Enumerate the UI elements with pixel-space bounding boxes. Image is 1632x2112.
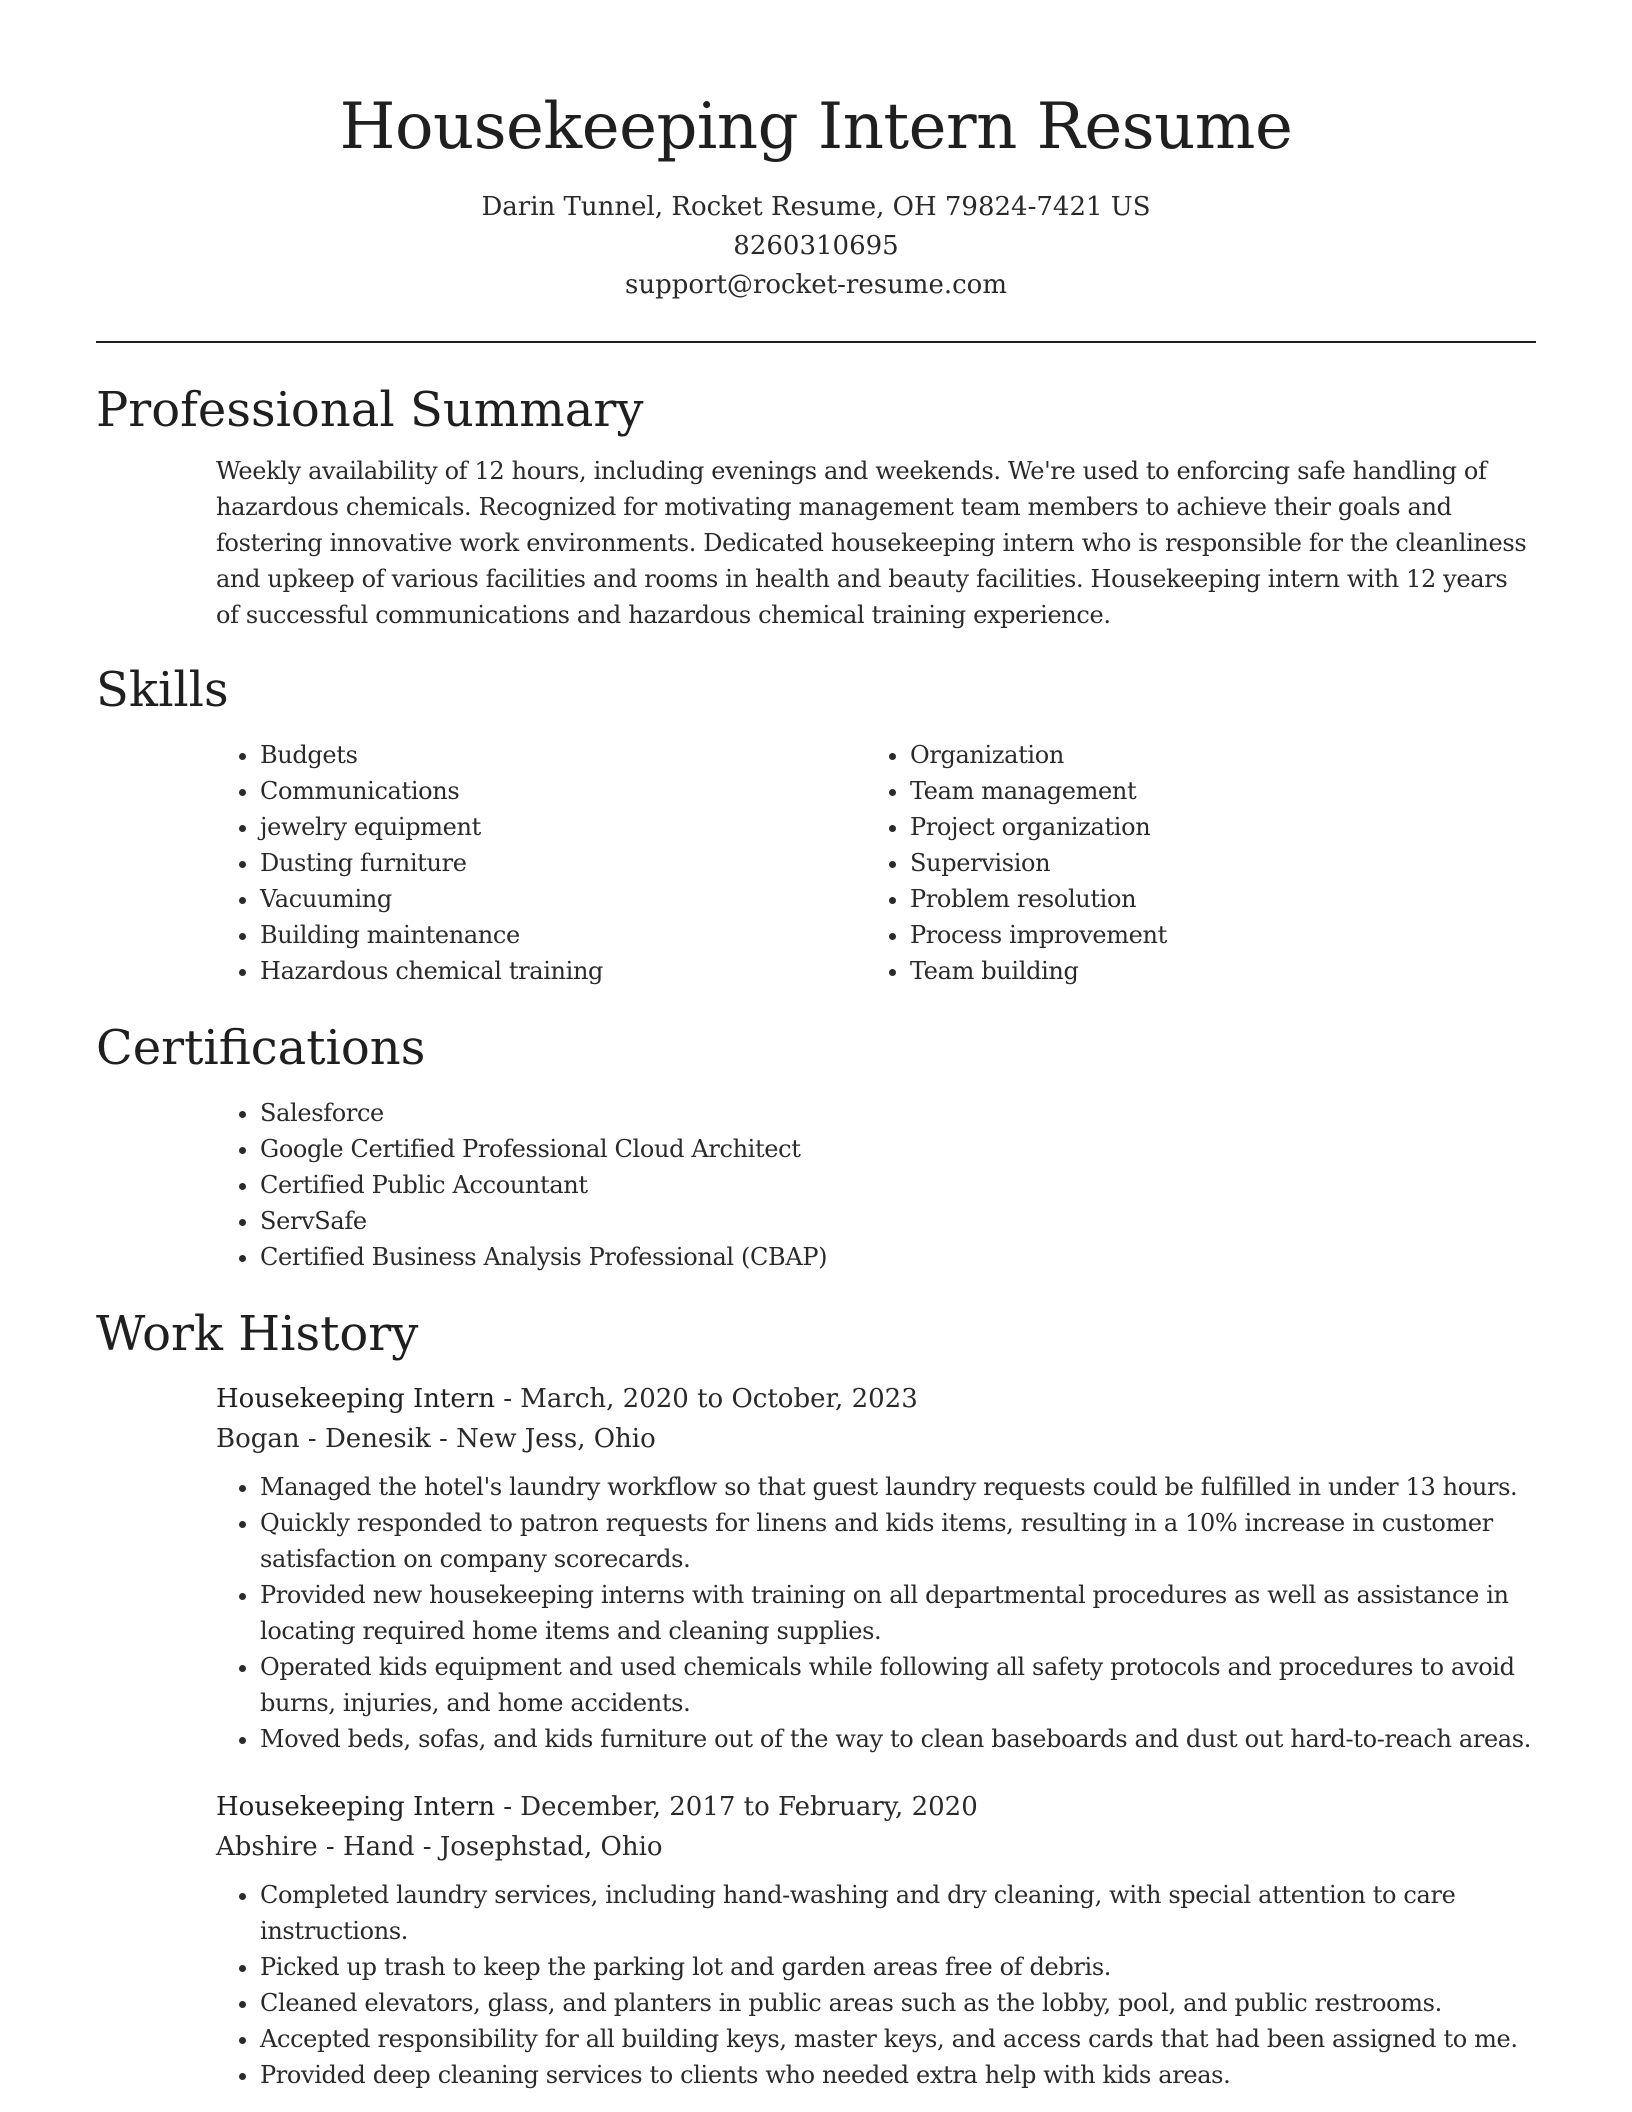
- job-role: Housekeeping Intern: [216, 1384, 495, 1414]
- contact-email: support@rocket-resume.com: [624, 270, 1007, 300]
- contact-phone: 8260310695: [733, 231, 899, 261]
- header-divider: [96, 341, 1536, 343]
- resume-header: [96, 0, 1536, 305]
- skills-column-right: [866, 737, 1516, 989]
- list-item: • jewelry equipment: [260, 809, 866, 845]
- resume-page: [96, 0, 1536, 2112]
- job-location: - New Jess, Ohio: [430, 1424, 656, 1454]
- work-history-heading: Work History: [96, 1306, 419, 1362]
- work-history-section: [96, 1301, 1536, 2093]
- summary-body: [216, 453, 1536, 633]
- job-title-line: [216, 1787, 1536, 1827]
- summary-section: [96, 377, 1536, 633]
- certifications-body: [216, 1095, 1536, 1275]
- certifications-heading: Certifications: [96, 1020, 426, 1076]
- list-item: • Dusting furniture: [260, 845, 866, 881]
- list-item: • Problem resolution: [910, 881, 1516, 917]
- skills-heading: Skills: [96, 662, 229, 718]
- list-item: • Certified Business Analysis Professional (CBAP): [260, 1239, 1536, 1275]
- job-role: Housekeeping Intern: [216, 1792, 495, 1822]
- job-bullets: [216, 1877, 1536, 2093]
- job-entry: [216, 1379, 1536, 1757]
- contact-address: Darin Tunnel, Rocket Resume, OH 79824-7421 US: [481, 192, 1151, 222]
- skills-columns: [216, 737, 1536, 989]
- list-item: • Budgets: [260, 737, 866, 773]
- list-item: • Provided new housekeeping interns with training on all departmental procedures as well as assistance in locating required home items and cleaning supplies.: [260, 1577, 1536, 1649]
- list-item: • Supervision: [910, 845, 1516, 881]
- contact-block: [96, 188, 1536, 305]
- job-bullets: [216, 1469, 1536, 1757]
- skills-list-left: [216, 737, 866, 989]
- job-dates: - March, 2020 to October, 2023: [494, 1384, 918, 1414]
- resume-title: Housekeeping Intern Resume: [339, 90, 1293, 164]
- list-item: • Project organization: [910, 809, 1516, 845]
- job-company: Abshire - Hand: [216, 1832, 415, 1862]
- skills-column-left: [216, 737, 866, 989]
- skills-section: [96, 657, 1536, 989]
- summary-text: Weekly availability of 12 hours, including evenings and weekends. We're used to enforcing safe handling of hazardous chemicals. Recognized for motivating management team members to achieve their goals and fostering innovative work environments. Dedicated housekeeping intern who is responsible for the cleanliness and upkeep of various facilities and rooms in health and beauty facilities. Housekeeping intern with 12 years of successful communications and hazardous chemical training experience.: [216, 457, 1527, 629]
- certifications-list: [216, 1095, 1536, 1275]
- job-entry: [216, 1787, 1536, 2093]
- list-item: • Moved beds, sofas, and kids furniture out of the way to clean baseboards and dust out hard-to-reach areas.: [260, 1721, 1536, 1757]
- job-title-line: [216, 1379, 1536, 1419]
- job-company-line: [216, 1827, 1536, 1867]
- list-item: • Operated kids equipment and used chemicals while following all safety protocols and procedures to avoid burns, injuries, and home accidents.: [260, 1649, 1536, 1721]
- list-item: • Process improvement: [910, 917, 1516, 953]
- list-item: • Google Certified Professional Cloud Architect: [260, 1131, 1536, 1167]
- certifications-section: [96, 1015, 1536, 1275]
- summary-heading: Professional Summary: [96, 382, 644, 438]
- job-location: - Josephstad, Ohio: [414, 1832, 663, 1862]
- list-item: • Picked up trash to keep the parking lot and garden areas free of debris.: [260, 1949, 1536, 1985]
- list-item: • Organization: [910, 737, 1516, 773]
- job-company-line: [216, 1419, 1536, 1459]
- list-item: • Vacuuming: [260, 881, 866, 917]
- list-item: • Team building: [910, 953, 1516, 989]
- list-item: • Accepted responsibility for all building keys, master keys, and access cards that had been assigned to me.: [260, 2021, 1536, 2057]
- list-item: • Completed laundry services, including hand-washing and dry cleaning, with special attention to care instructions.: [260, 1877, 1536, 1949]
- list-item: • Team management: [910, 773, 1516, 809]
- list-item: • Cleaned elevators, glass, and planters in public areas such as the lobby, pool, and public restrooms.: [260, 1985, 1536, 2021]
- list-item: • Quickly responded to patron requests for linens and kids items, resulting in a 10% increase in customer satisfaction on company scorecards.: [260, 1505, 1536, 1577]
- list-item: • Hazardous chemical training: [260, 953, 866, 989]
- list-item: • Managed the hotel's laundry workflow so that guest laundry requests could be fulfilled in under 13 hours.: [260, 1469, 1536, 1505]
- job-company: Bogan - Denesik: [216, 1424, 431, 1454]
- list-item: • Provided deep cleaning services to clients who needed extra help with kids areas.: [260, 2057, 1536, 2093]
- list-item: • Salesforce: [260, 1095, 1536, 1131]
- list-item: • Building maintenance: [260, 917, 866, 953]
- list-item: • Certified Public Accountant: [260, 1167, 1536, 1203]
- list-item: • ServSafe: [260, 1203, 1536, 1239]
- list-item: • Communications: [260, 773, 866, 809]
- job-dates: - December, 2017 to February, 2020: [494, 1792, 978, 1822]
- skills-list-right: [866, 737, 1516, 989]
